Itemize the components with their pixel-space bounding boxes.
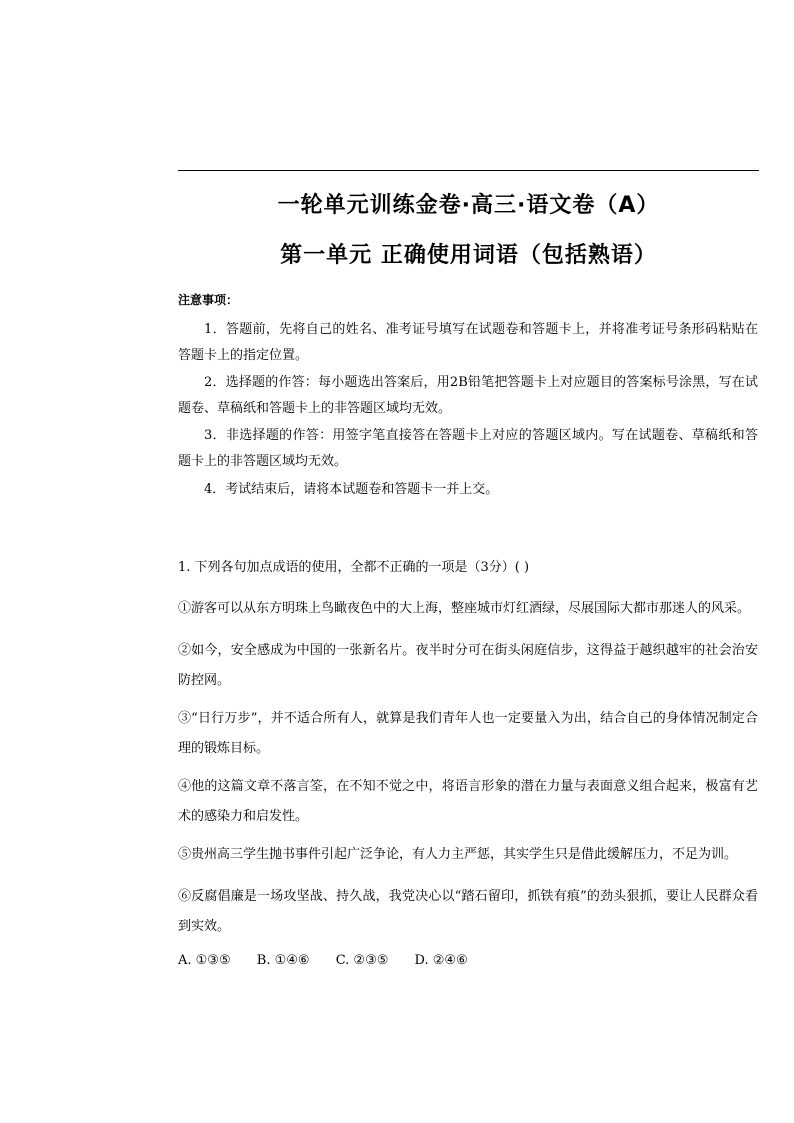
header-rule xyxy=(178,170,759,171)
sentence-1: ①游客可以从东方明珠上鸟瞰夜色中的大上海，整座城市灯红酒绿，尽展国际大都市那迷人的风采。 xyxy=(178,601,751,616)
option-a[interactable]: A. ①③⑤ xyxy=(178,953,231,968)
option-c[interactable]: C. ②③⑤ xyxy=(335,953,389,968)
notice-item-3: 3．非选择题的作答：用签字笔直接答在答题卡上对应的答题区域内。写在试题卷、草稿纸和答题卡上的非答题区域均无效。 xyxy=(178,428,758,469)
notice-heading: 注意事项： xyxy=(178,293,239,307)
sentence-3: ③“日行万步”，并不适合所有人，就算是我们青年人也一定要量入为出，结合自己的身体情况制定合理的锻炼目标。 xyxy=(178,711,758,756)
page-title: 一轮单元训练金卷·高三·语文卷（A） xyxy=(277,193,660,218)
notice-item-4: 4．考试结束后，请将本试题卷和答题卡一并上交。 xyxy=(204,482,499,497)
sentence-6: ⑥反腐倡廉是一场攻坚战、持久战，我党决心以“踏石留印，抓铁有痕”的劲头狠抓，要让人民群众看到实效。 xyxy=(178,889,758,934)
unit-subtitle: 第一单元 正确使用词语（包括熟语） xyxy=(280,243,657,268)
sentence-4: ④他的这篇文章不落言筌，在不知不觉之中，将语言形象的潜在力量与表面意义组合起来，极富有艺术的感染力和启发性。 xyxy=(178,779,758,824)
notice-item-2: 2．选择题的作答：每小题选出答案后，用2B铅笔把答题卡上对应题目的答案标号涂黑，写在试题卷、草稿纸和答题卡上的非答题区域均无效。 xyxy=(178,375,758,416)
sentence-5: ⑤贵州高三学生抛书事件引起广泛争论，有人力主严惩，其实学生只是借此缓解压力，不足为训。 xyxy=(178,847,738,862)
notice-item-1: 1．答题前，先将自己的姓名、准考证号填写在试题卷和答题卡上，并将准考证号条形码粘贴在答题卡上的指定位置。 xyxy=(178,322,758,363)
sentence-2: ②如今，安全感成为中国的一张新名片。夜半时分可在街头闲庭信步，这得益于越织越牢的社会治安防控网。 xyxy=(178,643,758,688)
question-stem: 1. 下列各句加点成语的使用，全都不正确的一项是（3分）( ) xyxy=(178,560,530,575)
option-b[interactable]: B. ①④⑥ xyxy=(256,953,310,968)
option-d[interactable]: D. ②④⑥ xyxy=(414,953,468,968)
answer-options xyxy=(178,953,490,968)
